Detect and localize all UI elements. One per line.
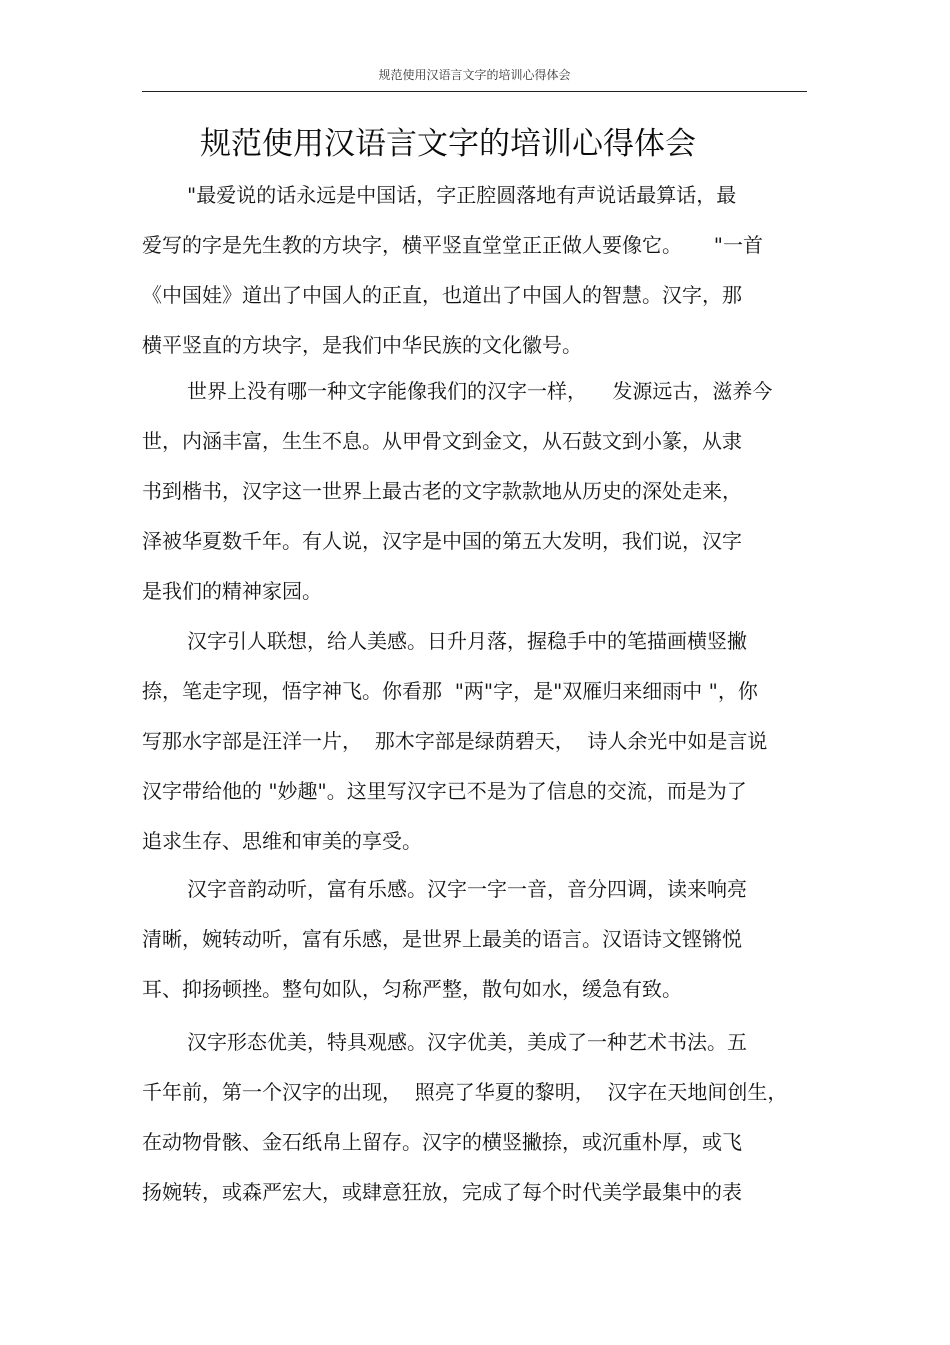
paragraph-4 <box>142 864 807 1014</box>
paragraph-line: 《中国娃》道出了中国人的正直，也道出了中国人的智慧。汉字，那 <box>142 283 742 307</box>
running-header: 规范使用汉语言文字的培训心得体会 <box>378 68 571 82</box>
paragraph-line: 世界上没有哪一种文字能像我们的汉字一样， 发源远古，滋养今 <box>187 379 773 403</box>
paragraph-line: 捺，笔走字现，悟字神飞。你看那 "两"字，是"双雁归来细雨中 "，你 <box>142 679 758 703</box>
paragraph-line: 汉字音韵动听，富有乐感。汉字一字一音，音分四调，读来响亮 <box>187 877 747 901</box>
header-rule <box>142 91 807 92</box>
paragraph-line: 在动物骨骸、金石纸帛上留存。汉字的横竖撇捺，或沉重朴厚，或飞 <box>142 1130 742 1154</box>
paragraph-1 <box>142 170 807 370</box>
paragraph-line: 泽被华夏数千年。有人说，汉字是中国的第五大发明，我们说，汉字 <box>142 529 742 553</box>
paragraph-line: 追求生存、思维和审美的享受。 <box>142 829 422 853</box>
paragraph-line: 千年前，第一个汉字的出现， 照亮了华夏的黎明， 汉字在天地间创生， <box>142 1080 788 1104</box>
paragraph-line: 是我们的精神家园。 <box>142 579 322 603</box>
paragraph-line: 清晰，婉转动听，富有乐感，是世界上最美的语言。汉语诗文铿锵悦 <box>142 927 742 951</box>
paragraph-line: 书到楷书，汉字这一世界上最古老的文字款款地从历史的深处走来， <box>142 479 742 503</box>
paragraph-line: 汉字引人联想，给人美感。日升月落，握稳手中的笔描画横竖撇 <box>187 629 747 653</box>
paragraph-line: 汉字形态优美，特具观感。汉字优美，美成了一种艺术书法。五 <box>187 1030 747 1054</box>
paragraph-line: 写那水字部是汪洋一片， 那木字部是绿荫碧天， 诗人余光中如是言说 <box>142 729 768 753</box>
paragraph-line: 汉字带给他的 "妙趣"。这里写汉字已不是为了信息的交流，而是为了 <box>142 779 747 803</box>
paragraph-5 <box>142 1017 807 1217</box>
paragraph-line: 世，内涵丰富，生生不息。从甲骨文到金文，从石鼓文到小篆，从隶 <box>142 429 742 453</box>
paragraph-line: 扬婉转，或森严宏大，或肆意狂放，完成了每个时代美学最集中的表 <box>142 1180 742 1204</box>
paragraph-3 <box>142 616 807 866</box>
paragraph-line: 横平竖直的方块字，是我们中华民族的文化徽号。 <box>142 333 582 357</box>
paragraph-2 <box>142 366 807 616</box>
document-title: 规范使用汉语言文字的培训心得体会 <box>200 126 696 162</box>
paragraph-line: 爱写的字是先生教的方块字，横平竖直堂堂正正做人要像它。 "一首 <box>142 233 763 257</box>
paragraph-line: "最爱说的话永远是中国话，字正腔圆落地有声说话最算话，最 <box>187 183 737 207</box>
paragraph-line: 耳、抑扬顿挫。整句如队，匀称严整，散句如水，缓急有致。 <box>142 977 682 1001</box>
